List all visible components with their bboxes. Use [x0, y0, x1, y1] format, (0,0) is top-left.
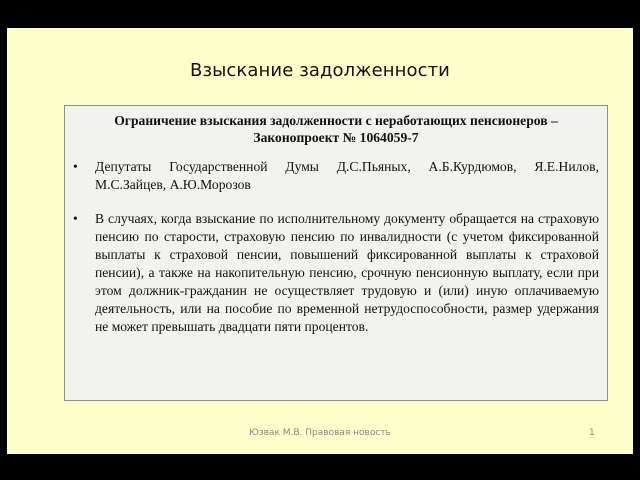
- bullet-item-deputies: [73, 158, 599, 194]
- bullet-list: [73, 158, 599, 336]
- slide-title: Взыскание задолженности: [190, 60, 450, 81]
- bullet-text: В случаях, когда взыскание по исполнительному документу обращается на страховую пенсию по старости, страховую пенсию по инвалидности (с учетом фиксированной выплаты к страховой пенсии, повышений фиксированной выплаты к страховой пенсии), а также на накопительную пенсию, срочную пенсионную выплату, если при этом должник-гражданин не осуществляет трудовую и (или) иную оплачиваемую деятельность, или на пособие по временной нетрудоспособности, размер удержания не может превышать двадцати пяти процентов.: [95, 211, 599, 334]
- box-heading: Ограничение взыскания задолженности с неработающих пенсионеров – Законопроект № 1064059-7: [114, 113, 558, 145]
- bullet-item-restriction: [73, 210, 599, 336]
- bullet-dot-icon: •: [73, 211, 78, 226]
- content-box: [64, 105, 608, 401]
- page-number: 1: [589, 428, 595, 438]
- bullet-dot-icon: •: [73, 159, 78, 174]
- slide: [7, 28, 633, 454]
- footer-text: Юзвак М.В. Правовая новость: [249, 428, 391, 438]
- bullet-text: Депутаты Государственной Думы Д.С.Пьяных, А.Б.Курдюмов, Я.Е.Нилов, М.С.Зайцев, А.Ю.Морозов: [95, 159, 599, 192]
